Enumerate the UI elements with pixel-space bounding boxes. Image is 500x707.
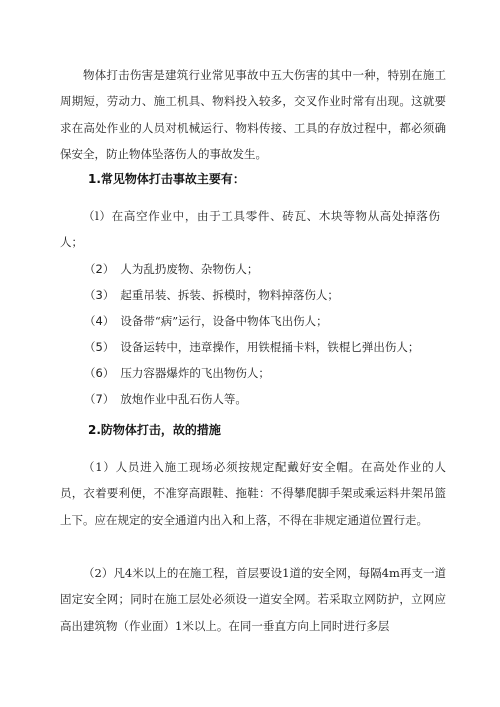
section2-paragraph-1: （1）人员进入施工现场必须按规定配戴好安全帽。在高处作业的人员，衣着要利便，不准穿高跟鞋、拖鞋：不得攀爬脚手架或乘运料井架吊篮上下。应在规定的安全通道内出入和上落，不得在非规定通道位置行走。: [60, 460, 446, 527]
item-text: 设备运转中，违章操作，用铁棍捅卡料，铁棍匕弹出伤人；: [120, 340, 420, 354]
item-number: （7）: [84, 392, 115, 406]
item-text: 设备带“病”运行，设备中物体飞出伤人；: [120, 314, 328, 328]
section1-item-1: （l）在高空作业中，由于工具零件、砖瓦、木块等物从高处掉落伤人；: [60, 209, 440, 250]
item-text: 放炮作业中乱石伤人等。: [120, 392, 247, 406]
section1-item-4: [84, 308, 454, 334]
item-text: 人为乱扔废物、杂物伤人；: [120, 262, 259, 276]
item-text: 起重吊装、拆装、拆模时，物料掉落伤人；: [120, 288, 339, 302]
item-number: （6）: [84, 366, 115, 380]
section1-item-5: [84, 334, 454, 360]
item-number: （4）: [84, 314, 115, 328]
section2-paragraph-2: （2）凡4米以上的在施工程，首层要设1道的安全网，每隔4m再支一道固定安全网；同时在施工层处必须设一道安全网。若采取立网防护，立网应高出建筑物（作业面）1米以上。在同一垂直方向上同时进行多层: [60, 566, 446, 633]
item-number: （3）: [84, 288, 115, 302]
section1-item-3: [84, 282, 454, 308]
section1-item-7: [84, 386, 454, 412]
intro-paragraph: 物体打击伤害是建筑行业常见事故中五大伤害的其中一种，特别在施工周期短，劳动力、施工机具、物料投入较多，交叉作业时常有出现。这就要求在高处作业的人员对机械运行、物料传接、工具的存放过程中，都必须确保安全，防止物体坠落伤人的事故发生。: [60, 68, 446, 161]
item-number: （5）: [84, 340, 115, 354]
section2-heading: 2.防物体打击，故的措施: [88, 423, 221, 437]
item-text: 压力容器爆炸的飞出物伤人；: [120, 366, 270, 380]
item-number: （2）: [84, 262, 115, 276]
section1-item-6: [84, 360, 454, 386]
section1-item-2: [84, 256, 454, 282]
section1-heading: 1.常见物体打击事故主要有：: [88, 172, 245, 186]
